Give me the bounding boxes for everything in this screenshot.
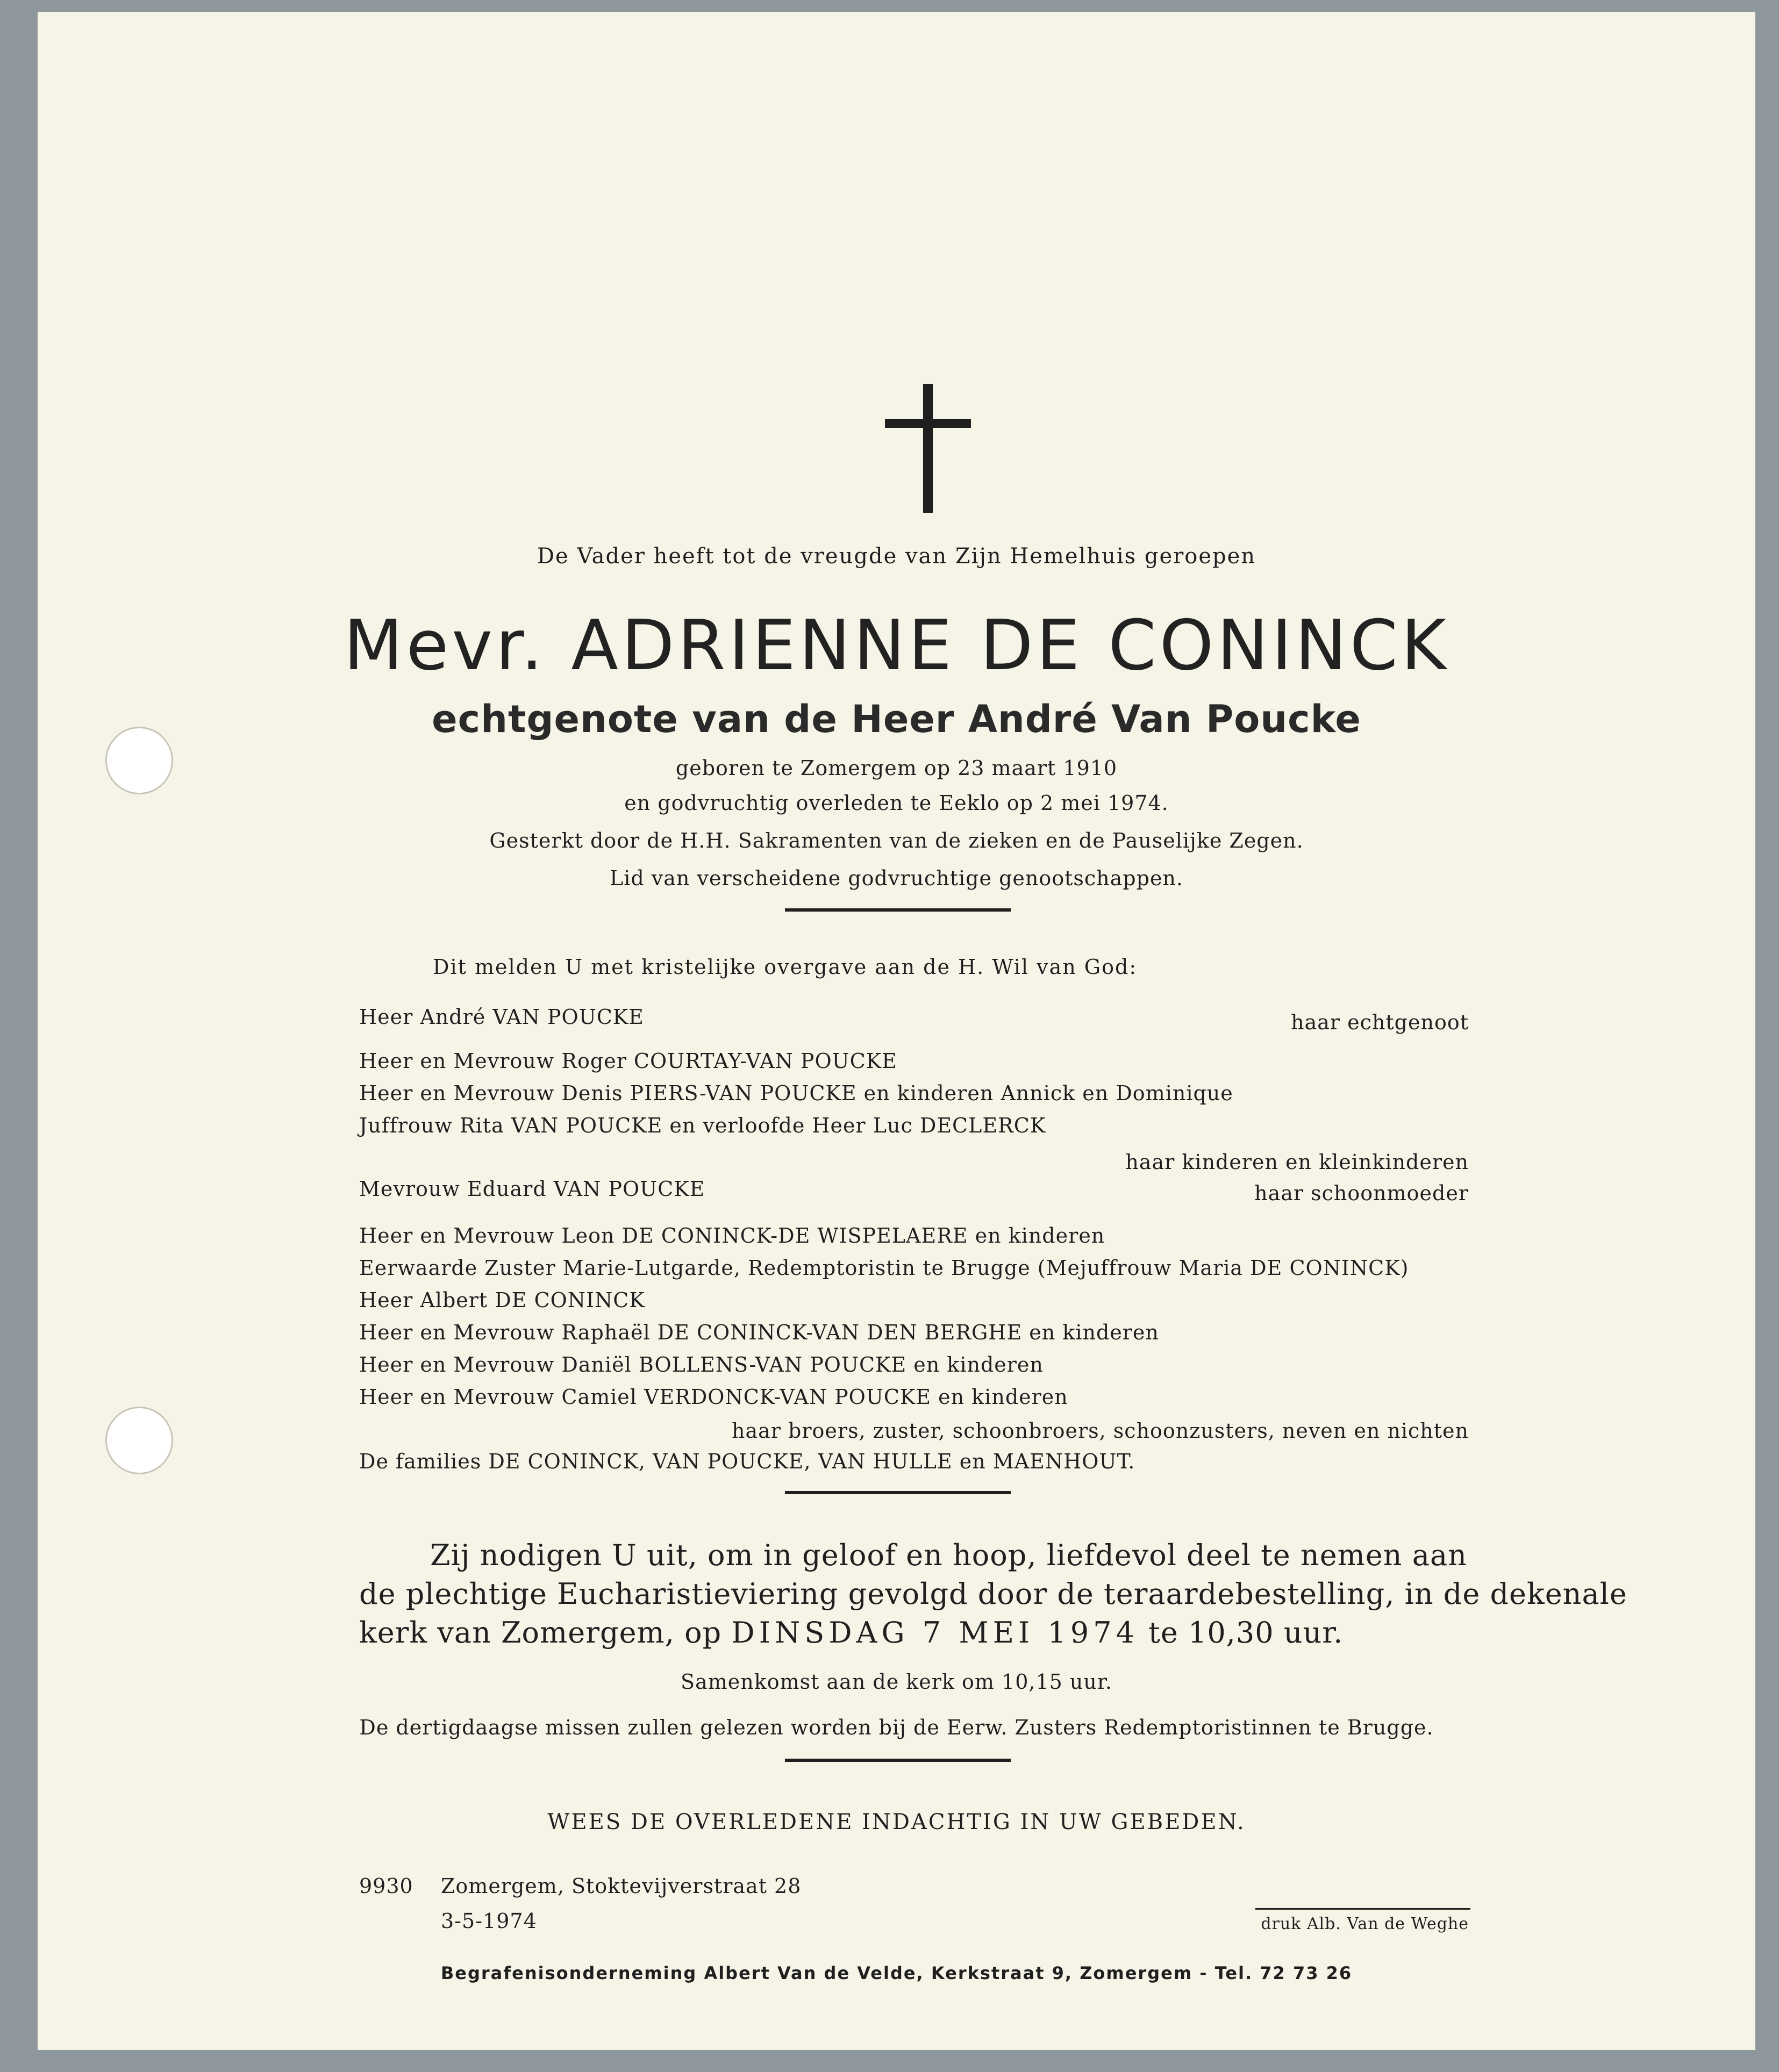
invitation-line: Zij nodigen U uit, om in geloof en hoop, liefdevol deel te nemen aan — [430, 1538, 1467, 1572]
family-relation: haar kinderen en kleinkinderen — [1125, 1150, 1469, 1174]
divider — [785, 1759, 1011, 1762]
birth-line: geboren te Zomergem op 23 maart 1910 — [675, 756, 1118, 780]
cross-icon — [885, 384, 971, 513]
divider — [785, 1491, 1011, 1494]
family-line: Heer en Mevrouw Denis PIERS-VAN POUCKE en kinderen Annick en Dominique — [359, 1081, 1233, 1105]
family-line: Heer en Mevrouw Camiel VERDONCK-VAN POUCKE en kinderen — [359, 1385, 1068, 1409]
memorial-card — [38, 12, 1755, 2050]
family-line: Heer Albert DE CONINCK — [359, 1288, 645, 1312]
deceased-fullname: ADRIENNE DE CONINCK — [571, 606, 1449, 686]
family-line: Heer en Mevrouw Daniël BOLLENS-VAN POUCKE en kinderen — [359, 1353, 1044, 1376]
punch-hole — [105, 1407, 173, 1474]
address-postcode: 9930 — [359, 1874, 413, 1898]
address-date: 3-5-1974 — [441, 1909, 537, 1933]
invitation-line: kerk van Zomergem, op DINSDAG 7 MEI 1974 te 10,30 uur. — [359, 1616, 1344, 1650]
spouse-line: echtgenote van de Heer André Van Poucke — [432, 697, 1361, 741]
divider — [785, 908, 1011, 912]
family-line: Heer en Mevrouw Leon DE CONINCK-DE WISPELAERE en kinderen — [359, 1224, 1105, 1247]
undertaker-footer: Begrafenisonderneming Albert Van de Velde, Kerkstraat 9, Zomergem - Tel. 72 73 26 — [440, 1963, 1353, 1983]
family-line: Heer André VAN POUCKE — [359, 1005, 644, 1029]
printer-credit: druk Alb. Van de Weghe — [1261, 1915, 1469, 1933]
family-line: Mevrouw Eduard VAN POUCKE — [359, 1177, 705, 1201]
sacraments-line: Gesterkt door de H.H. Sakramenten van de zieken en de Pauselijke Zegen. — [489, 829, 1304, 852]
death-line: en godvruchtig overleden te Eeklo op 2 mei 1974. — [624, 791, 1169, 815]
deceased-title: Mevr. — [344, 606, 546, 686]
family-line: Juffrouw Rita VAN POUCKE en verloofde Heer Luc DECLERCK — [359, 1114, 1046, 1137]
family-relation: haar echtgenoot — [1291, 1010, 1469, 1034]
membership-line: Lid van verscheidene godvruchtige genootschappen. — [610, 866, 1183, 890]
family-line: Heer en Mevrouw Roger COURTAY-VAN POUCKE — [359, 1049, 897, 1073]
prayer-line: WEES DE OVERLEDENE INDACHTIG IN UW GEBEDEN. — [547, 1810, 1246, 1834]
family-line: Eerwaarde Zuster Marie-Lutgarde, Redemptoristin te Brugge (Mejuffrouw Maria DE CONINCK) — [359, 1256, 1409, 1280]
funeral-date: DINSDAG 7 MEI 1974 — [731, 1616, 1139, 1650]
masses-line: De dertigdaagse missen zullen gelezen worden bij de Eerw. Zusters Redemptoristinnen te Brugge. — [359, 1716, 1434, 1739]
intro-line: De Vader heeft tot de vreugde van Zijn Hemelhuis geroepen — [537, 544, 1256, 569]
gathering-line: Samenkomst aan de kerk om 10,15 uur. — [681, 1670, 1112, 1694]
deceased-name — [38, 606, 1755, 686]
announcement-line: Dit melden U met kristelijke overgave aan de H. Wil van God: — [433, 955, 1138, 979]
address-street: Zomergem, Stoktevijverstraat 28 — [441, 1874, 802, 1898]
family-relation: haar broers, zuster, schoonbroers, schoonzusters, neven en nichten — [732, 1419, 1469, 1443]
family-line: De families DE CONINCK, VAN POUCKE, VAN HULLE en MAENHOUT. — [359, 1450, 1135, 1473]
invitation-line: de plechtige Eucharistieviering gevolgd door de teraardebestelling, in de dekenale — [359, 1577, 1627, 1611]
family-relation: haar schoonmoeder — [1254, 1181, 1469, 1205]
family-line: Heer en Mevrouw Raphaël DE CONINCK-VAN DEN BERGHE en kinderen — [359, 1321, 1159, 1344]
printer-rule — [1255, 1908, 1470, 1910]
